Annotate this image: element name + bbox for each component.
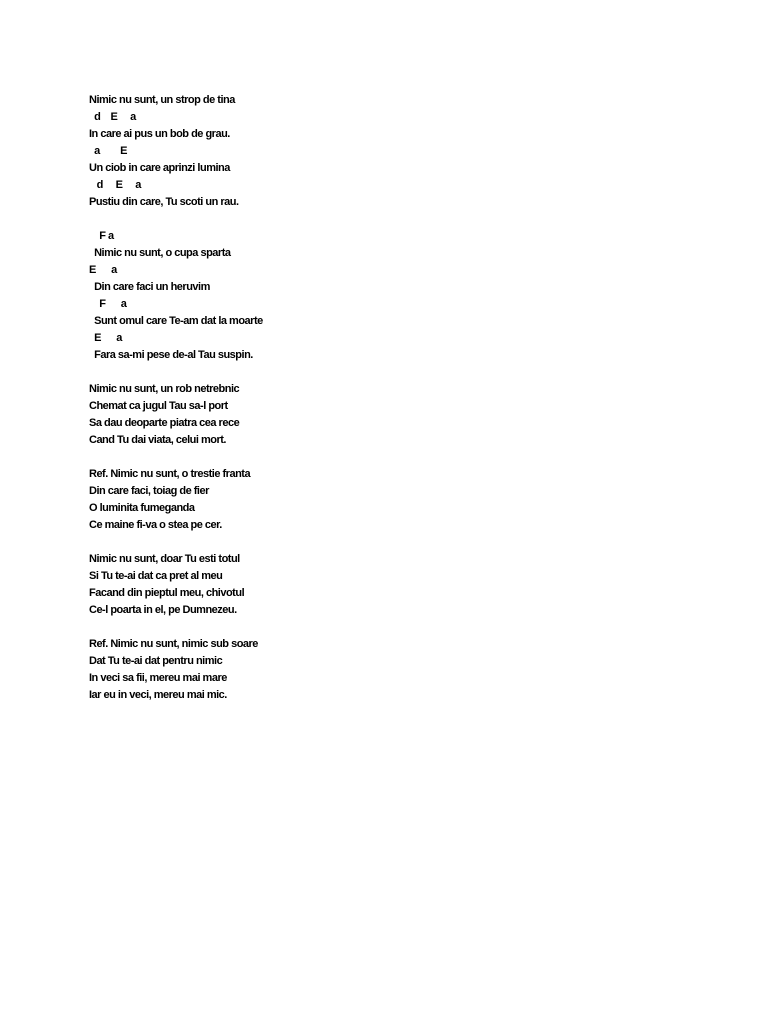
chord-line: d E a bbox=[89, 179, 141, 191]
lyric-line: Chemat ca jugul Tau sa-l port bbox=[89, 400, 228, 412]
lyric-line: Ce-l poarta in el, pe Dumnezeu. bbox=[89, 604, 237, 616]
blank-line bbox=[89, 449, 263, 466]
lyric-line: Sunt omul care Te-am dat la moarte bbox=[89, 315, 263, 327]
lyric-line: Ref. Nimic nu sunt, o trestie franta bbox=[89, 468, 251, 480]
lyric-line: Iar eu in veci, mereu mai mic. bbox=[89, 689, 227, 701]
chord-line: E a bbox=[89, 332, 122, 344]
blank-line bbox=[89, 619, 263, 636]
lyric-line: Nimic nu sunt, o cupa sparta bbox=[89, 247, 231, 259]
lyric-line: Fara sa-mi pese de-al Tau suspin. bbox=[89, 349, 253, 361]
blank-line bbox=[89, 534, 263, 551]
chord-line: a E bbox=[89, 145, 128, 157]
lyric-line: Nimic nu sunt, doar Tu esti totul bbox=[89, 553, 240, 565]
chord-line: E a bbox=[89, 264, 117, 276]
lyric-line: Cand Tu dai viata, celui mort. bbox=[89, 434, 226, 446]
lyric-line: In veci sa fii, mereu mai mare bbox=[89, 672, 227, 684]
lyric-line: Sa dau deoparte piatra cea rece bbox=[89, 417, 240, 429]
lyric-line: Facand din pieptul meu, chivotul bbox=[89, 587, 245, 599]
lyric-line: Din care faci un heruvim bbox=[89, 281, 210, 293]
lyric-line: Ce maine fi-va o stea pe cer. bbox=[89, 519, 222, 531]
lyric-line: In care ai pus un bob de grau. bbox=[89, 128, 230, 140]
lyric-line: Nimic nu sunt, un rob netrebnic bbox=[89, 383, 240, 395]
song-lyrics bbox=[89, 92, 263, 704]
chord-line: d E a bbox=[89, 111, 136, 123]
blank-line bbox=[89, 364, 263, 381]
lyric-line: Din care faci, toiag de fier bbox=[89, 485, 209, 497]
lyric-line: Ref. Nimic nu sunt, nimic sub soare bbox=[89, 638, 258, 650]
lyric-line: Dat Tu te-ai dat pentru nimic bbox=[89, 655, 223, 667]
lyric-line: Pustiu din care, Tu scoti un rau. bbox=[89, 196, 239, 208]
lyric-line: Nimic nu sunt, un strop de tina bbox=[89, 94, 235, 106]
chord-line: F a bbox=[89, 298, 127, 310]
lyric-line: Si Tu te-ai dat ca pret al meu bbox=[89, 570, 223, 582]
lyric-line: O luminita fumeganda bbox=[89, 502, 195, 514]
lyric-line: Un ciob in care aprinzi lumina bbox=[89, 162, 230, 174]
blank-line bbox=[89, 211, 263, 228]
chord-line: F a bbox=[89, 230, 114, 242]
